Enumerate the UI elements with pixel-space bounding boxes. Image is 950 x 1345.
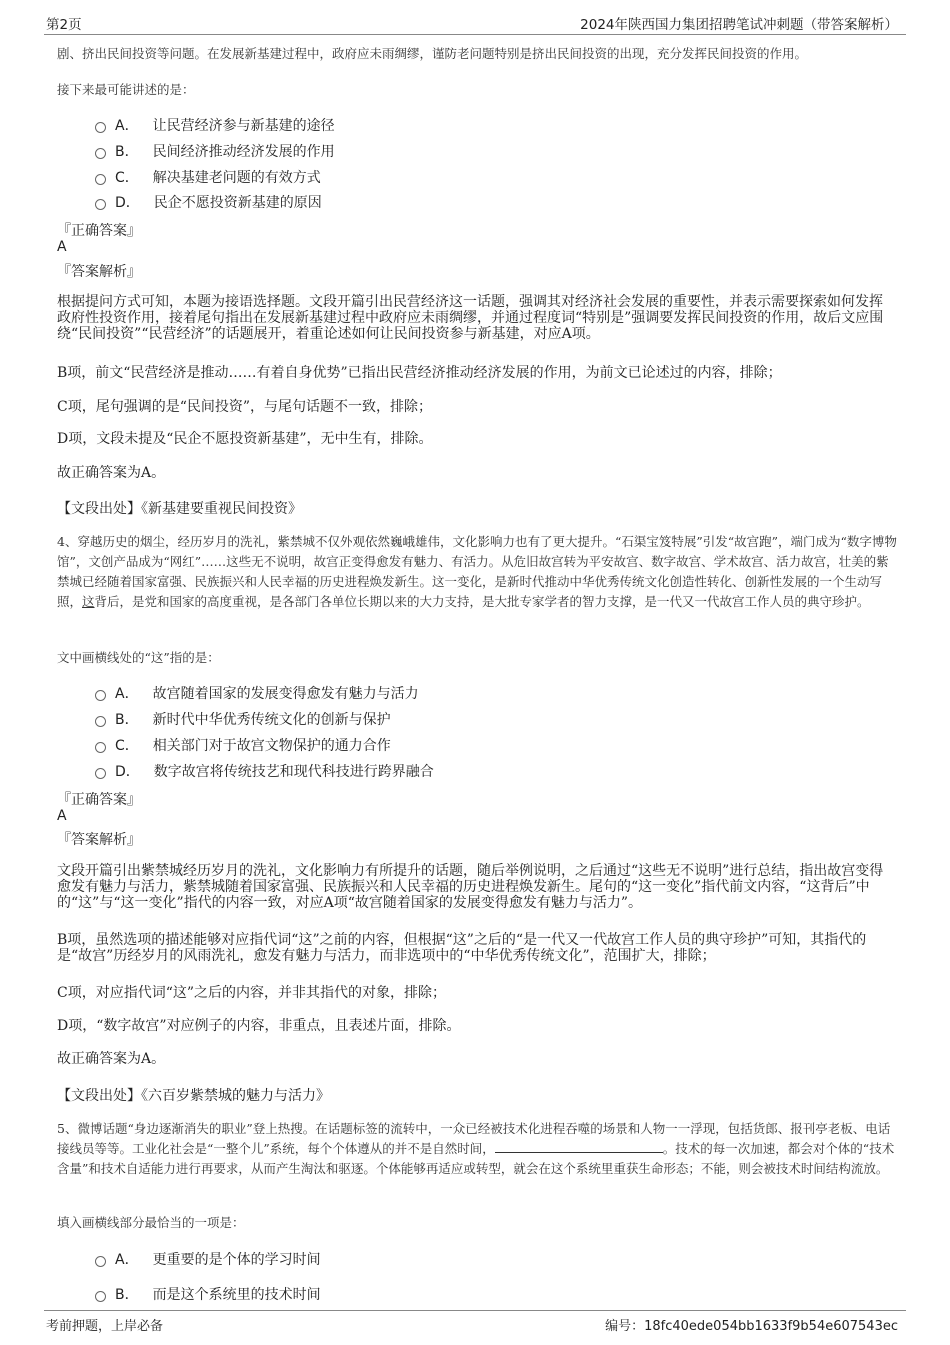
option-text: 而是这个系统里的技术时间 xyxy=(152,1287,321,1303)
option-text: 解决基建老问题的有效方式 xyxy=(152,170,321,186)
underlined-word: 这 xyxy=(82,594,95,609)
q3-analysis-c: C项，尾句强调的是“民间投资”，与尾句话题不一致，排除； xyxy=(57,399,433,415)
option-text: 更重要的是个体的学习时间 xyxy=(152,1252,321,1268)
fill-blank-line xyxy=(495,1140,663,1153)
radio-icon[interactable] xyxy=(95,122,106,133)
option-text: 民间经济推动经济发展的作用 xyxy=(152,144,335,160)
document-title: 2024年陕西国力集团招聘笔试冲刺题（带答案解析） xyxy=(580,17,898,33)
source-title: 《六百岁紫禁城的魅力与活力》 xyxy=(141,1088,330,1104)
option-text: 新时代中华优秀传统文化的创新与保护 xyxy=(152,712,391,728)
q3-prompt: 接下来最可能讲述的是： xyxy=(57,82,195,97)
q4-analysis-label: 『答案解析』 xyxy=(57,832,141,848)
q3-answer: A xyxy=(57,239,67,255)
q4-passage: 4、穿越历史的烟尘，经历岁月的洗礼，紫禁城不仅外观依然巍峨雄伟，文化影响力也有了更大提升。“石渠宝笈特展”引发“故宫跑”，端门成为“数字博物馆”，文创产品成为“网红”……这些无不说明，故宫正变得愈发有魅力、有活力。从危旧故宫转为平安故宫、数字故宫、学术故宫、活力故宫，壮美的紫禁城已经随着国家富强、民族振兴和人民幸福的历史进程焕发新生。这一变化，是新时代推动中华优秀传统文化创造性转化、创新性发展的一个生动写照，这背后，是党和国家的高度重视，是各部门各单位长期以来的大力支持，是大批专家学者的智力支撑，是一代又一代故宫工作人员的典守珍护。 xyxy=(57,534,897,609)
source-title: 《新基建要重视民间投资》 xyxy=(141,501,302,517)
q4-option-b[interactable]: B． 新时代中华优秀传统文化的创新与保护 xyxy=(95,709,391,729)
option-text: 相关部门对于故宫文物保护的通力合作 xyxy=(152,738,391,754)
q3-option-a[interactable]: A． 让民营经济参与新基建的途径 xyxy=(95,115,335,135)
option-text: 让民营经济参与新基建的途径 xyxy=(152,118,335,134)
radio-icon[interactable] xyxy=(95,716,106,727)
q4-conclusion: 故正确答案为A。 xyxy=(57,1051,166,1067)
source-label: 【文段出处】 xyxy=(57,501,141,517)
q3-conclusion: 故正确答案为A。 xyxy=(57,465,166,481)
q3-option-c[interactable]: C． 解决基建老问题的有效方式 xyxy=(95,167,321,187)
page-number: 第2页 xyxy=(46,17,82,33)
q3-analysis-d: D项，文段未提及“民企不愿投资新基建”，无中生有，排除。 xyxy=(57,431,433,447)
q3-source xyxy=(57,498,302,518)
q3-option-b[interactable]: B． 民间经济推动经济发展的作用 xyxy=(95,141,335,161)
q3-answer-label: 『正确答案』 xyxy=(57,223,141,239)
radio-icon[interactable] xyxy=(95,690,106,701)
radio-icon[interactable] xyxy=(95,1256,106,1267)
radio-icon[interactable] xyxy=(95,1291,106,1302)
radio-icon[interactable] xyxy=(95,174,106,185)
radio-icon[interactable] xyxy=(95,742,106,753)
q3-analysis-b: B项，前文“民营经济是推动……有着自身优势”已指出民营经济推动经济发展的作用，为前文已论述过的内容，排除； xyxy=(57,365,782,381)
q4-source xyxy=(57,1085,330,1105)
q5-option-a[interactable]: A． 更重要的是个体的学习时间 xyxy=(95,1249,321,1269)
q3-passage-end: 剧、挤出民间投资等问题。在发展新基建过程中，政府应未雨绸缪，谨防老问题特别是挤出民间投资的出现，充分发挥民间投资的作用。 xyxy=(57,46,808,61)
option-text: 民企不愿投资新基建的原因 xyxy=(153,195,322,211)
radio-icon[interactable] xyxy=(95,768,106,779)
q4-option-d[interactable]: D． 数字故宫将传统技艺和现代科技进行跨界融合 xyxy=(95,761,434,781)
q5-option-b[interactable]: B． 而是这个系统里的技术时间 xyxy=(95,1284,321,1304)
q3-analysis-main: 根据提问方式可知，本题为接语选择题。文段开篇引出民营经济这一话题，强调其对经济社会发展的重要性，并表示需要探索如何发挥政府性投资作用，接着尾句指出在发展新基建过程中政府应未雨绸缪，并通过程度词“特别是”强调要发挥民间投资的作用，故后文应围绕“民间投资”“民营经济”的话题展开，着重论述如何让民间投资参与新基建，对应A项。 xyxy=(57,294,884,342)
q5-passage: 5、微博话题“身边逐渐消失的职业”登上热搜。在话题标签的流转中，一众已经被技术化进程吞噬的场景和人物一一浮现，包括货郎、报刊亭老板、电话接线员等等。工业化社会是“一整个儿”系统，每个个体遵从的并不是自然时间， 。技术的每一次加速，都会对个体的“技术含量”和技术自适能力进行再要求，从而产生淘汰和驱逐。个体能够再适应或转型，就会在这个系统里重获生命形态；不能，则会被技术时间结构流放。 xyxy=(57,1121,895,1176)
document-serial: 编号：18fc40ede054bb1633f9b54e607543ec xyxy=(605,1319,898,1334)
source-label: 【文段出处】 xyxy=(57,1088,141,1104)
q4-option-a[interactable]: A． 故宫随着国家的发展变得愈发有魅力与活力 xyxy=(95,683,419,703)
q4-analysis-b: B项，虽然选项的描述能够对应指代词“这”之前的内容，但根据“这”之后的“是一代又一代故宫工作人员的典守珍护”可知，其指代的是“故宫”历经岁月的风雨洗礼，愈发有魅力与活力，而非选项中的“中华优秀传统文化”，范围扩大，排除； xyxy=(57,932,867,964)
q3-option-d[interactable]: D． 民企不愿投资新基建的原因 xyxy=(95,192,322,212)
q4-answer: A xyxy=(57,808,67,824)
q3-analysis-label: 『答案解析』 xyxy=(57,264,141,280)
q4-answer-label: 『正确答案』 xyxy=(57,792,141,808)
page-header xyxy=(44,10,906,35)
q4-analysis-c: C项，对应指代词“这”之后的内容，并非其指代的对象，排除； xyxy=(57,985,447,1001)
option-text: 故宫随着国家的发展变得愈发有魅力与活力 xyxy=(152,686,419,702)
option-text: 数字故宫将传统技艺和现代科技进行跨界融合 xyxy=(153,764,434,780)
q4-analysis-d: D项，“数字故宫”对应例子的内容，非重点，且表述片面，排除。 xyxy=(57,1018,461,1034)
q4-analysis-main: 文段开篇引出紫禁城经历岁月的洗礼，文化影响力有所提升的话题，随后举例说明，之后通过“这些无不说明”进行总结，指出故宫变得愈发有魅力与活力，紫禁城随着国家富强、民族振兴和人民幸福的历史进程焕发新生。尾句的“这一变化”指代前文内容，“这背后”中的“这”与“这一变化”指代的内容一致，对应A项“故宫随着国家的发展变得愈发有魅力与活力”。 xyxy=(57,863,884,911)
q4-option-c[interactable]: C． 相关部门对于故宫文物保护的通力合作 xyxy=(95,735,391,755)
radio-icon[interactable] xyxy=(95,148,106,159)
page-footer xyxy=(44,1310,906,1335)
radio-icon[interactable] xyxy=(95,199,106,210)
footer-slogan: 考前押题，上岸必备 xyxy=(46,1319,164,1334)
q4-prompt: 文中画横线处的“这”指的是： xyxy=(57,650,220,665)
q5-prompt: 填入画横线部分最恰当的一项是： xyxy=(57,1215,245,1230)
